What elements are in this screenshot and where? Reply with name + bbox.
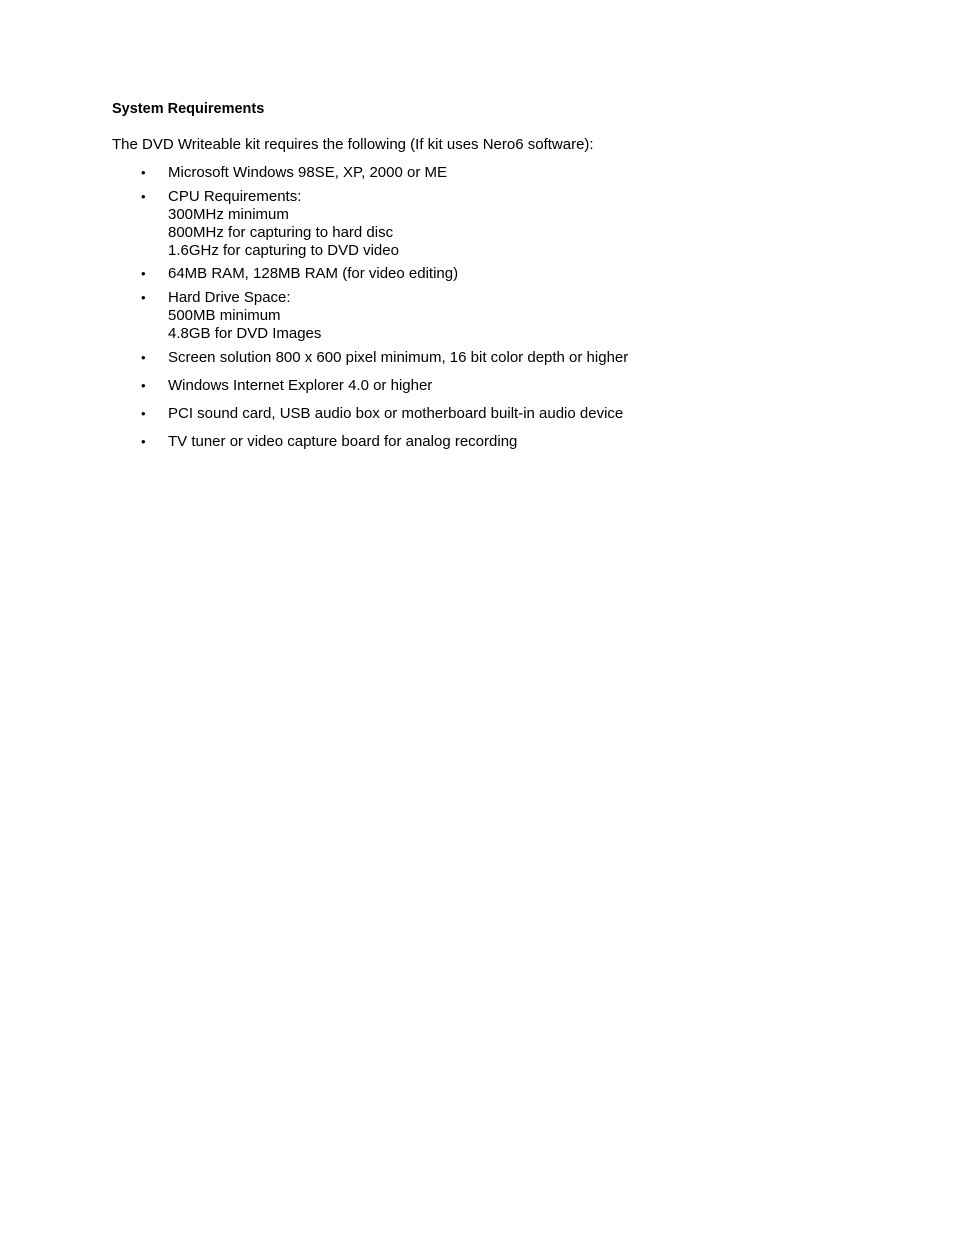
item-subline: 500MB minimum	[168, 307, 281, 324]
list-item	[112, 405, 872, 423]
bullet-icon: •	[141, 266, 146, 281]
document-page	[112, 100, 872, 451]
item-text: Screen solution 800 x 600 pixel minimum, 16 bit color depth or higher	[168, 349, 629, 366]
item-text: PCI sound card, USB audio box or motherboard built-in audio device	[168, 405, 624, 422]
item-text: TV tuner or video capture board for analog recording	[168, 433, 518, 450]
item-subline: 800MHz for capturing to hard disc	[168, 224, 394, 241]
item-subline: 4.8GB for DVD Images	[168, 325, 322, 342]
section-heading: System Requirements	[112, 101, 265, 117]
item-subline: 1.6GHz for capturing to DVD video	[168, 242, 399, 259]
item-subline: 300MHz minimum	[168, 206, 289, 223]
item-text: Microsoft Windows 98SE, XP, 2000 or ME	[168, 164, 448, 181]
item-text: CPU Requirements:	[168, 188, 302, 205]
list-item	[112, 164, 872, 182]
item-text: Windows Internet Explorer 4.0 or higher	[168, 377, 433, 394]
item-text: 64MB RAM, 128MB RAM (for video editing)	[168, 265, 459, 282]
bullet-icon: •	[141, 165, 146, 180]
requirements-list	[112, 164, 872, 451]
bullet-icon: •	[141, 378, 146, 393]
list-item	[112, 265, 872, 283]
bullet-icon: •	[141, 350, 146, 365]
list-item	[112, 349, 872, 367]
bullet-icon: •	[141, 434, 146, 449]
list-item	[112, 377, 872, 395]
bullet-icon: •	[141, 189, 146, 204]
intro-paragraph: The DVD Writeable kit requires the following (If kit uses Nero6 software):	[112, 136, 594, 153]
item-text: Hard Drive Space:	[168, 289, 291, 306]
list-item	[112, 188, 872, 260]
bullet-icon: •	[141, 406, 146, 421]
bullet-icon: •	[141, 290, 146, 305]
list-item	[112, 289, 872, 343]
list-item	[112, 433, 872, 451]
